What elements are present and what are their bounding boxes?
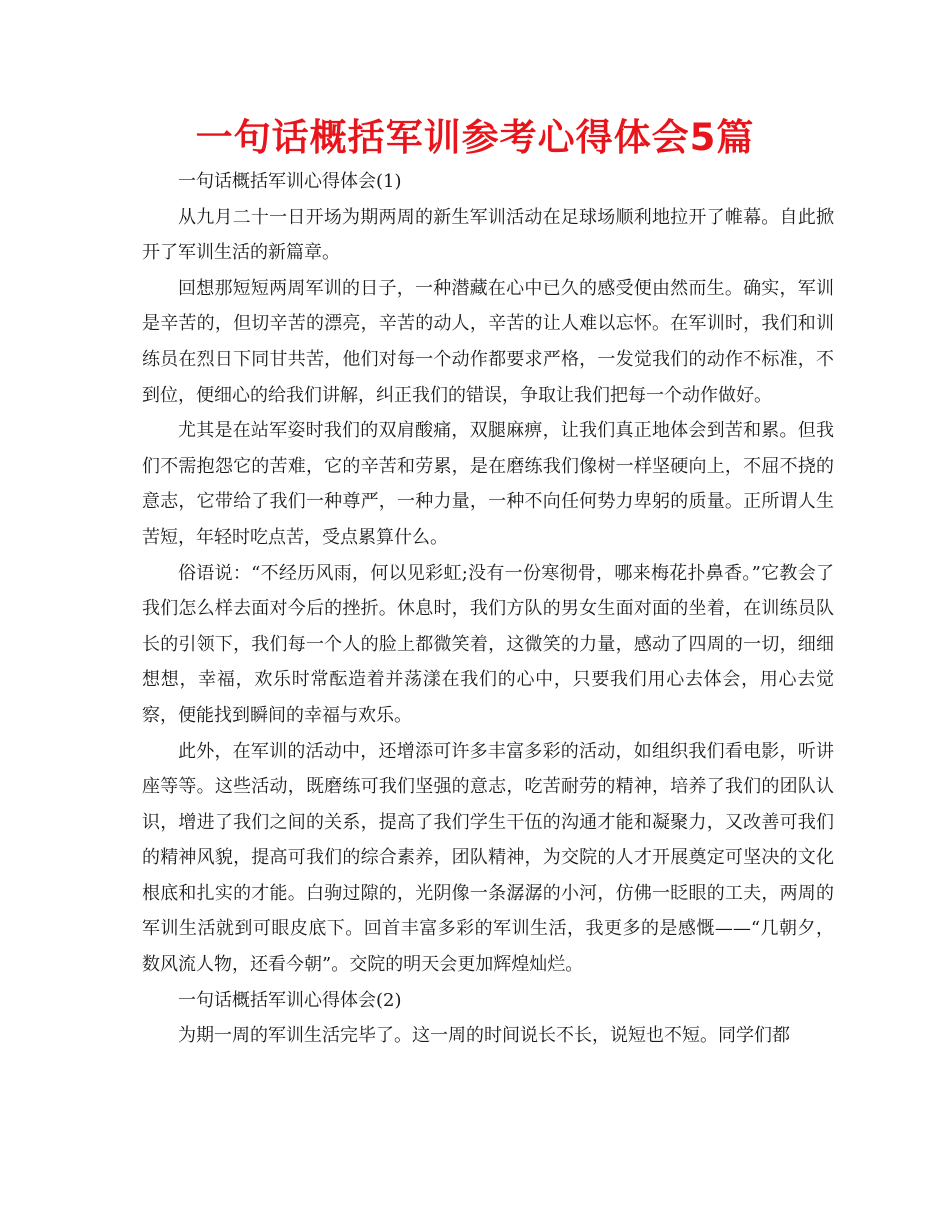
document-body <box>142 164 834 1054</box>
body-paragraph: 回想那短短两周军训的日子，一种潜藏在心中已久的感受便由然而生。确实，军训是辛苦的，但切辛苦的漂亮，辛苦的动人，辛苦的让人难以忘怀。在军训时，我们和训练员在烈日下同甘共苦，他们对每一个动作都要求严格，一发觉我们的动作不标准，不到位，便细心的给我们讲解，纠正我们的错误，争取让我们把每一个动作做好。 <box>142 277 834 406</box>
body-paragraph: 尤其是在站军姿时我们的双肩酸痛，双腿麻痹，让我们真正地体会到苦和累。但我们不需抱怨它的苦难，它的辛苦和劳累，是在磨练我们像树一样坚硬向上，不屈不挠的意志，它带给了我们一种尊严，一种力量，一种不向任何势力卑躬的质量。正所谓人生苦短，年轻时吃点苦，受点累算什么。 <box>142 420 834 548</box>
body-paragraph: 俗语说：“不经历风雨，何以见彩虹;没有一份寒彻骨，哪来梅花扑鼻香。”它教会了我们怎么样去面对今后的挫折。休息时，我们方队的男女生面对面的坐着，在训练员队长的引领下，我们每一个人的脸上都微笑着，这微笑的力量，感动了四周的一切，细细想想，幸福，欢乐时常酝造着并荡漾在我们的心中，只要我们用心去体会，用心去觉察，便能找到瞬间的幸福与欢乐。 <box>142 562 834 726</box>
body-paragraph: 为期一周的军训生活完毕了。这一周的时间说长不长，说短也不短。同学们都 <box>178 1025 790 1047</box>
section-heading: 一句话概括军训心得体会(2) <box>178 989 402 1011</box>
document-title: 一句话概括军训参考心得体会5篇 <box>195 116 755 159</box>
body-paragraph: 从九月二十一日开场为期两周的新生军训活动在足球场顺利地拉开了帷幕。自此掀开了军训生活的新篇章。 <box>142 206 834 264</box>
body-paragraph: 此外，在军训的活动中，还增添可许多丰富多彩的活动，如组织我们看电影，听讲座等等。这些活动，既磨练可我们坚强的意志，吃苦耐劳的精神，培养了我们的团队认识，增进了我们之间的关系，提高了我们学生干伍的沟通才能和凝聚力，又改善可我们的精神风貌，提高可我们的综合素养，团队精神，为交院的人才开展奠定可坚决的文化根底和扎实的才能。白驹过隙的，光阴像一条潺潺的小河，仿佛一眨眼的工夫，两周的军训生活就到可眼皮底下。回首丰富多彩的军训生活，我更多的是感慨——“几朝夕，数风流人物，还看今朝”。交院的明天会更加辉煌灿烂。 <box>142 740 834 976</box>
section-heading: 一句话概括军训心得体会(1) <box>178 171 402 192</box>
